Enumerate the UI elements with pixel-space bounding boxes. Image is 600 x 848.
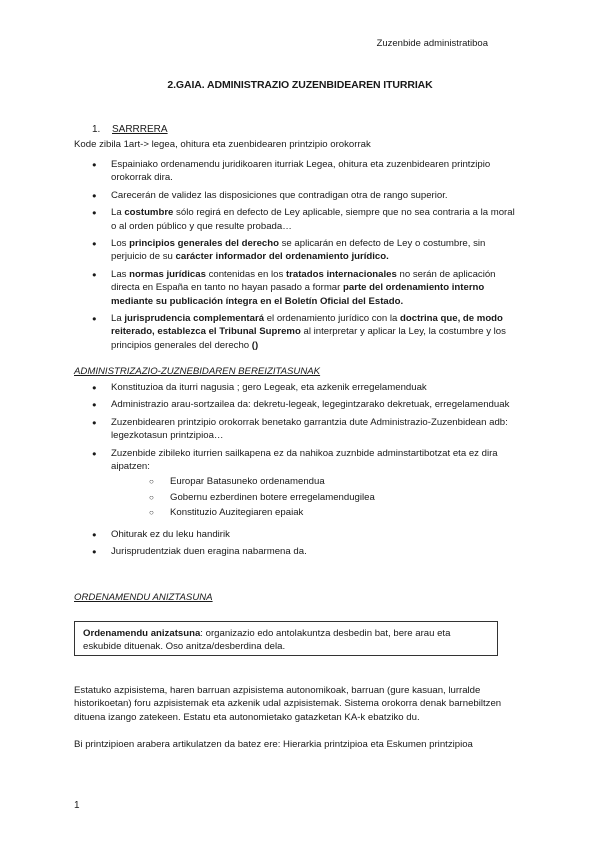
section-title-aniztasuna: ORDENAMENDU ANIZTASUNA — [74, 592, 213, 603]
bold-text-run: principios generales del derecho — [129, 238, 279, 250]
list-item — [92, 206, 516, 233]
definition-text: : organizazio edo antolakuntza desbedin bat, bere arau eta eskubide dituenak. Oso anitza/desberdina dela. — [83, 628, 451, 653]
bold-text-run: doctrina que, de modo reiterado, establezca el Tribunal Supremo — [111, 313, 503, 338]
section-title-bereizitasunak: ADMINISTRIZAZIO-ZUZNEBIDAREN BEREIZITASUNAK — [74, 366, 321, 377]
section-label: SARRRERA — [112, 124, 168, 135]
sub-list-item: ○ Konstituzio Auzitegiaren epaiak — [111, 506, 516, 519]
list-item: ● Konstituzioa da iturri nagusia ; gero Legeak, eta azkenik erregelamenduak — [92, 381, 516, 394]
text-run: contenidas en los — [205, 268, 286, 280]
bold-text-run: parte del ordenamiento interno mediante su publicación íntegra en el Boletín Oficial del Estado. — [111, 282, 485, 307]
running-header: Zuzenbide administratiboa — [376, 38, 488, 49]
text-run: al interpretar y aplicar la Ley, la costumbre y los principios generales del derecho — [111, 326, 506, 351]
text-run: Espainiako ordenamendu juridikoaren iturriak Legea, ohitura eta zuzenbidearen printzipio orokorrak dira. — [111, 159, 491, 184]
text-run: Carecerán de validez las disposiciones que contradigan otra de rango superior. — [111, 189, 448, 201]
section-intro: Kode zibila 1art-> legea, ohitura eta zuenbidearen printzipio orokorrak — [74, 139, 371, 150]
sub-list-item: ○ Gobernu ezberdinen botere erregelamendugilea — [111, 491, 516, 504]
text-run: sólo regirá en defecto de Ley aplicable, siempre que no sea contraria a la moral o al orden público y que resulte probada… — [111, 207, 515, 232]
page-number: 1 — [74, 800, 80, 811]
list-item-text: Zuzenbide zibileko iturrien sailkapena ez da nahikoa zuznbide adminstartibotzat eta ez dira aipatzen: — [111, 447, 498, 473]
text-run: el ordenamiento jurídico con la — [264, 313, 401, 325]
list-item — [92, 447, 516, 520]
features-bullet-list — [92, 381, 516, 524]
page-title: 2.GAIA. ADMINISTRAZIO ZUZENBIDEAREN ITURRIAK — [167, 79, 433, 91]
text-run: La — [111, 207, 125, 219]
list-item — [92, 158, 516, 185]
sub-bullet-list — [111, 475, 516, 519]
sub-list-item: ○ Europar Batasuneko ordenamendua — [111, 475, 516, 488]
section-number: 1. — [92, 124, 101, 135]
definition-term: Ordenamendu anizatsuna — [83, 628, 201, 639]
paragraph-subsystems: Estatuko azpisistema, haren barruan azpisistema autonomikoak, barruan (gure kasuan, lurralde historikoetan) foru azpisistemak eta azkenik udal azpisistemak. Sistema orokorra denak barnebiltzen dituena izango zatekeen. Estatu eta autonomietako gatazketan KA-k ebatziko du. — [74, 685, 502, 723]
text-run: Las — [111, 268, 130, 280]
list-item — [92, 312, 516, 352]
text-run: no serán de aplicación directa en España en tanto no hayan pasado a formar — [111, 268, 496, 294]
list-item: ● Ohiturak ez du leku handirik — [92, 528, 516, 541]
bold-text-run: tratados internacionales — [285, 268, 397, 280]
bold-text-run: carácter informador del ordenamiento jurídico. — [175, 251, 389, 263]
list-item — [92, 189, 516, 202]
sources-bullet-list — [92, 158, 516, 356]
section-heading-sarrera — [92, 124, 168, 135]
text-run: La — [111, 313, 125, 325]
list-item — [92, 268, 516, 308]
bold-text-run: () — [251, 339, 259, 351]
bold-text-run: normas jurídicas — [129, 268, 206, 280]
text-run: se aplicarán en defecto de Ley o costumbre, sin perjuicio de su — [111, 238, 486, 263]
list-item — [92, 237, 516, 264]
text-run: Los — [111, 238, 130, 250]
bold-text-run: jurisprudencia complementará — [124, 313, 265, 325]
definition-box — [74, 621, 498, 656]
list-item: ● Jurisprudentziak duen eragina nabarmena da. — [92, 545, 516, 558]
bold-text-run: costumbre — [124, 207, 174, 219]
list-item: ● Zuzenbidearen printzipio orokorrak benetako garrantzia dute Administrazio-Zuzenbidean adb: legezkotasun printzipioa… — [92, 416, 516, 443]
list-item: ● Administrazio arau-sortzailea da: dekretu-legeak, legegintzarako dekretuak, erregelamenduak — [92, 398, 516, 411]
paragraph-principles: Bi printzipioen arabera artikulatzen da batez ere: Hierarkia printzipioa eta Eskumen printzipioa — [74, 739, 473, 750]
features-bullet-list-continued — [92, 528, 516, 563]
